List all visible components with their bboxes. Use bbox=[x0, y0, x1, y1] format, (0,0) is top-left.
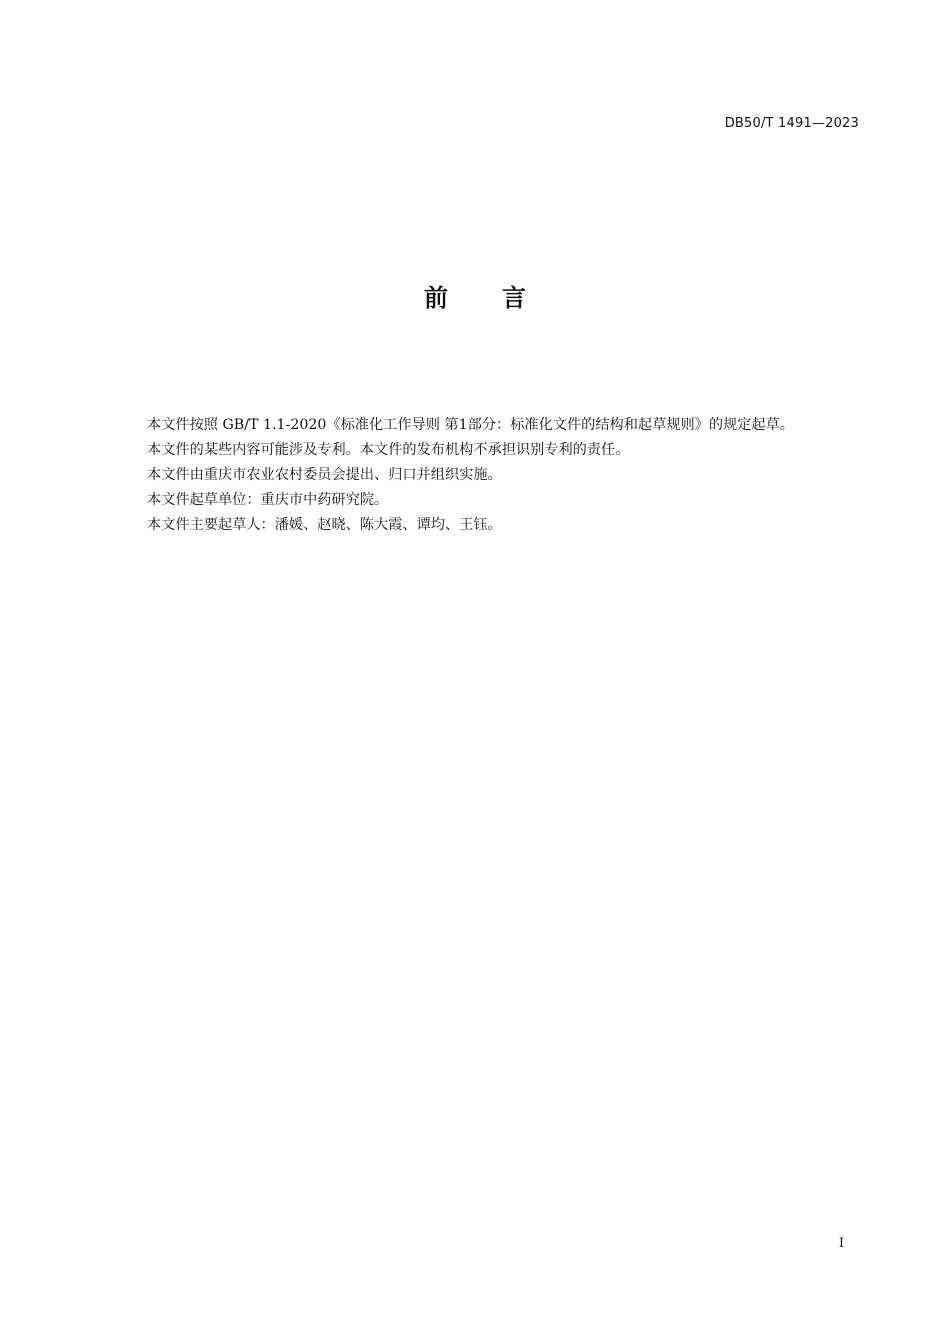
title-char-1: 前 bbox=[424, 284, 448, 312]
page-number: I bbox=[838, 1236, 844, 1251]
paragraph: 本文件按照 GB/T 1.1-2020《标准化工作导则 第1部分：标准化文件的结构和起草规则》的规定起草。 bbox=[147, 417, 794, 433]
paragraph: 本文件主要起草人：潘媛、赵晓、陈大霞、谭均、王钰。 bbox=[147, 517, 502, 533]
paragraph: 本文件由重庆市农业农村委员会提出、归口并组织实施。 bbox=[147, 467, 502, 483]
standard-code: DB50/T 1491—2023 bbox=[724, 116, 859, 131]
title-char-2: 言 bbox=[502, 284, 526, 312]
page-title bbox=[0, 278, 950, 313]
paragraph: 本文件的某些内容可能涉及专利。本文件的发布机构不承担识别专利的责任。 bbox=[147, 442, 630, 458]
paragraph: 本文件起草单位：重庆市中药研究院。 bbox=[147, 492, 389, 508]
foreword-body bbox=[113, 413, 861, 538]
